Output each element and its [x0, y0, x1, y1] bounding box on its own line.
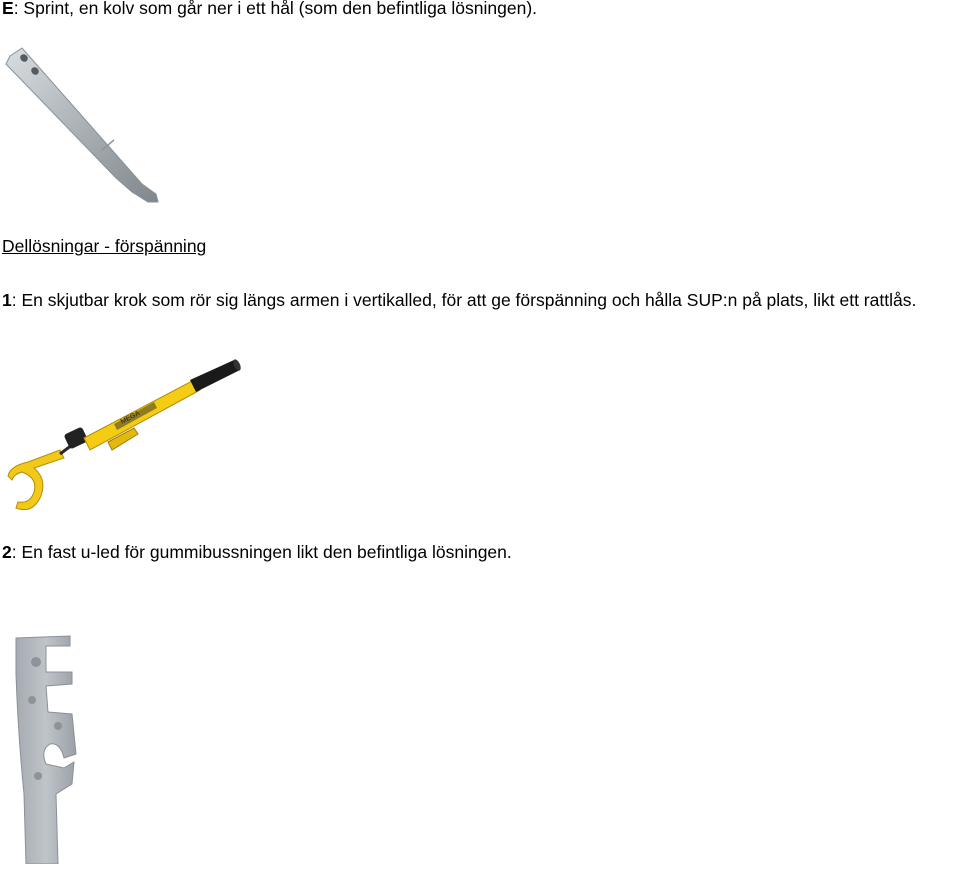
section-e-text: [2, 0, 537, 22]
item-1-label: 1: [2, 290, 12, 310]
item-1-text: [2, 287, 960, 314]
item-2-label: 2: [2, 542, 12, 562]
pin-image: [4, 44, 164, 209]
item-2-description: : En fast u-led för gummibussningen likt den befintliga lösningen.: [11, 542, 512, 562]
section-e-label: E: [2, 0, 14, 18]
section-heading: Dellösningar - förspänning: [2, 236, 207, 256]
section-e-description: : Sprint, en kolv som går ner i ett hål (som den befintliga lösningen).: [13, 0, 538, 18]
item-2-text: [2, 539, 512, 566]
item-1-description: : En skjutbar krok som rör sig längs armen i vertikalled, för att ge förspänning och hålla SUP:n på plats, likt ett rattlås.: [11, 290, 917, 310]
lock-brand-label: MEGA: [119, 409, 142, 426]
steering-lock-image: [4, 358, 244, 518]
u-joint-bracket-image: [10, 634, 82, 864]
